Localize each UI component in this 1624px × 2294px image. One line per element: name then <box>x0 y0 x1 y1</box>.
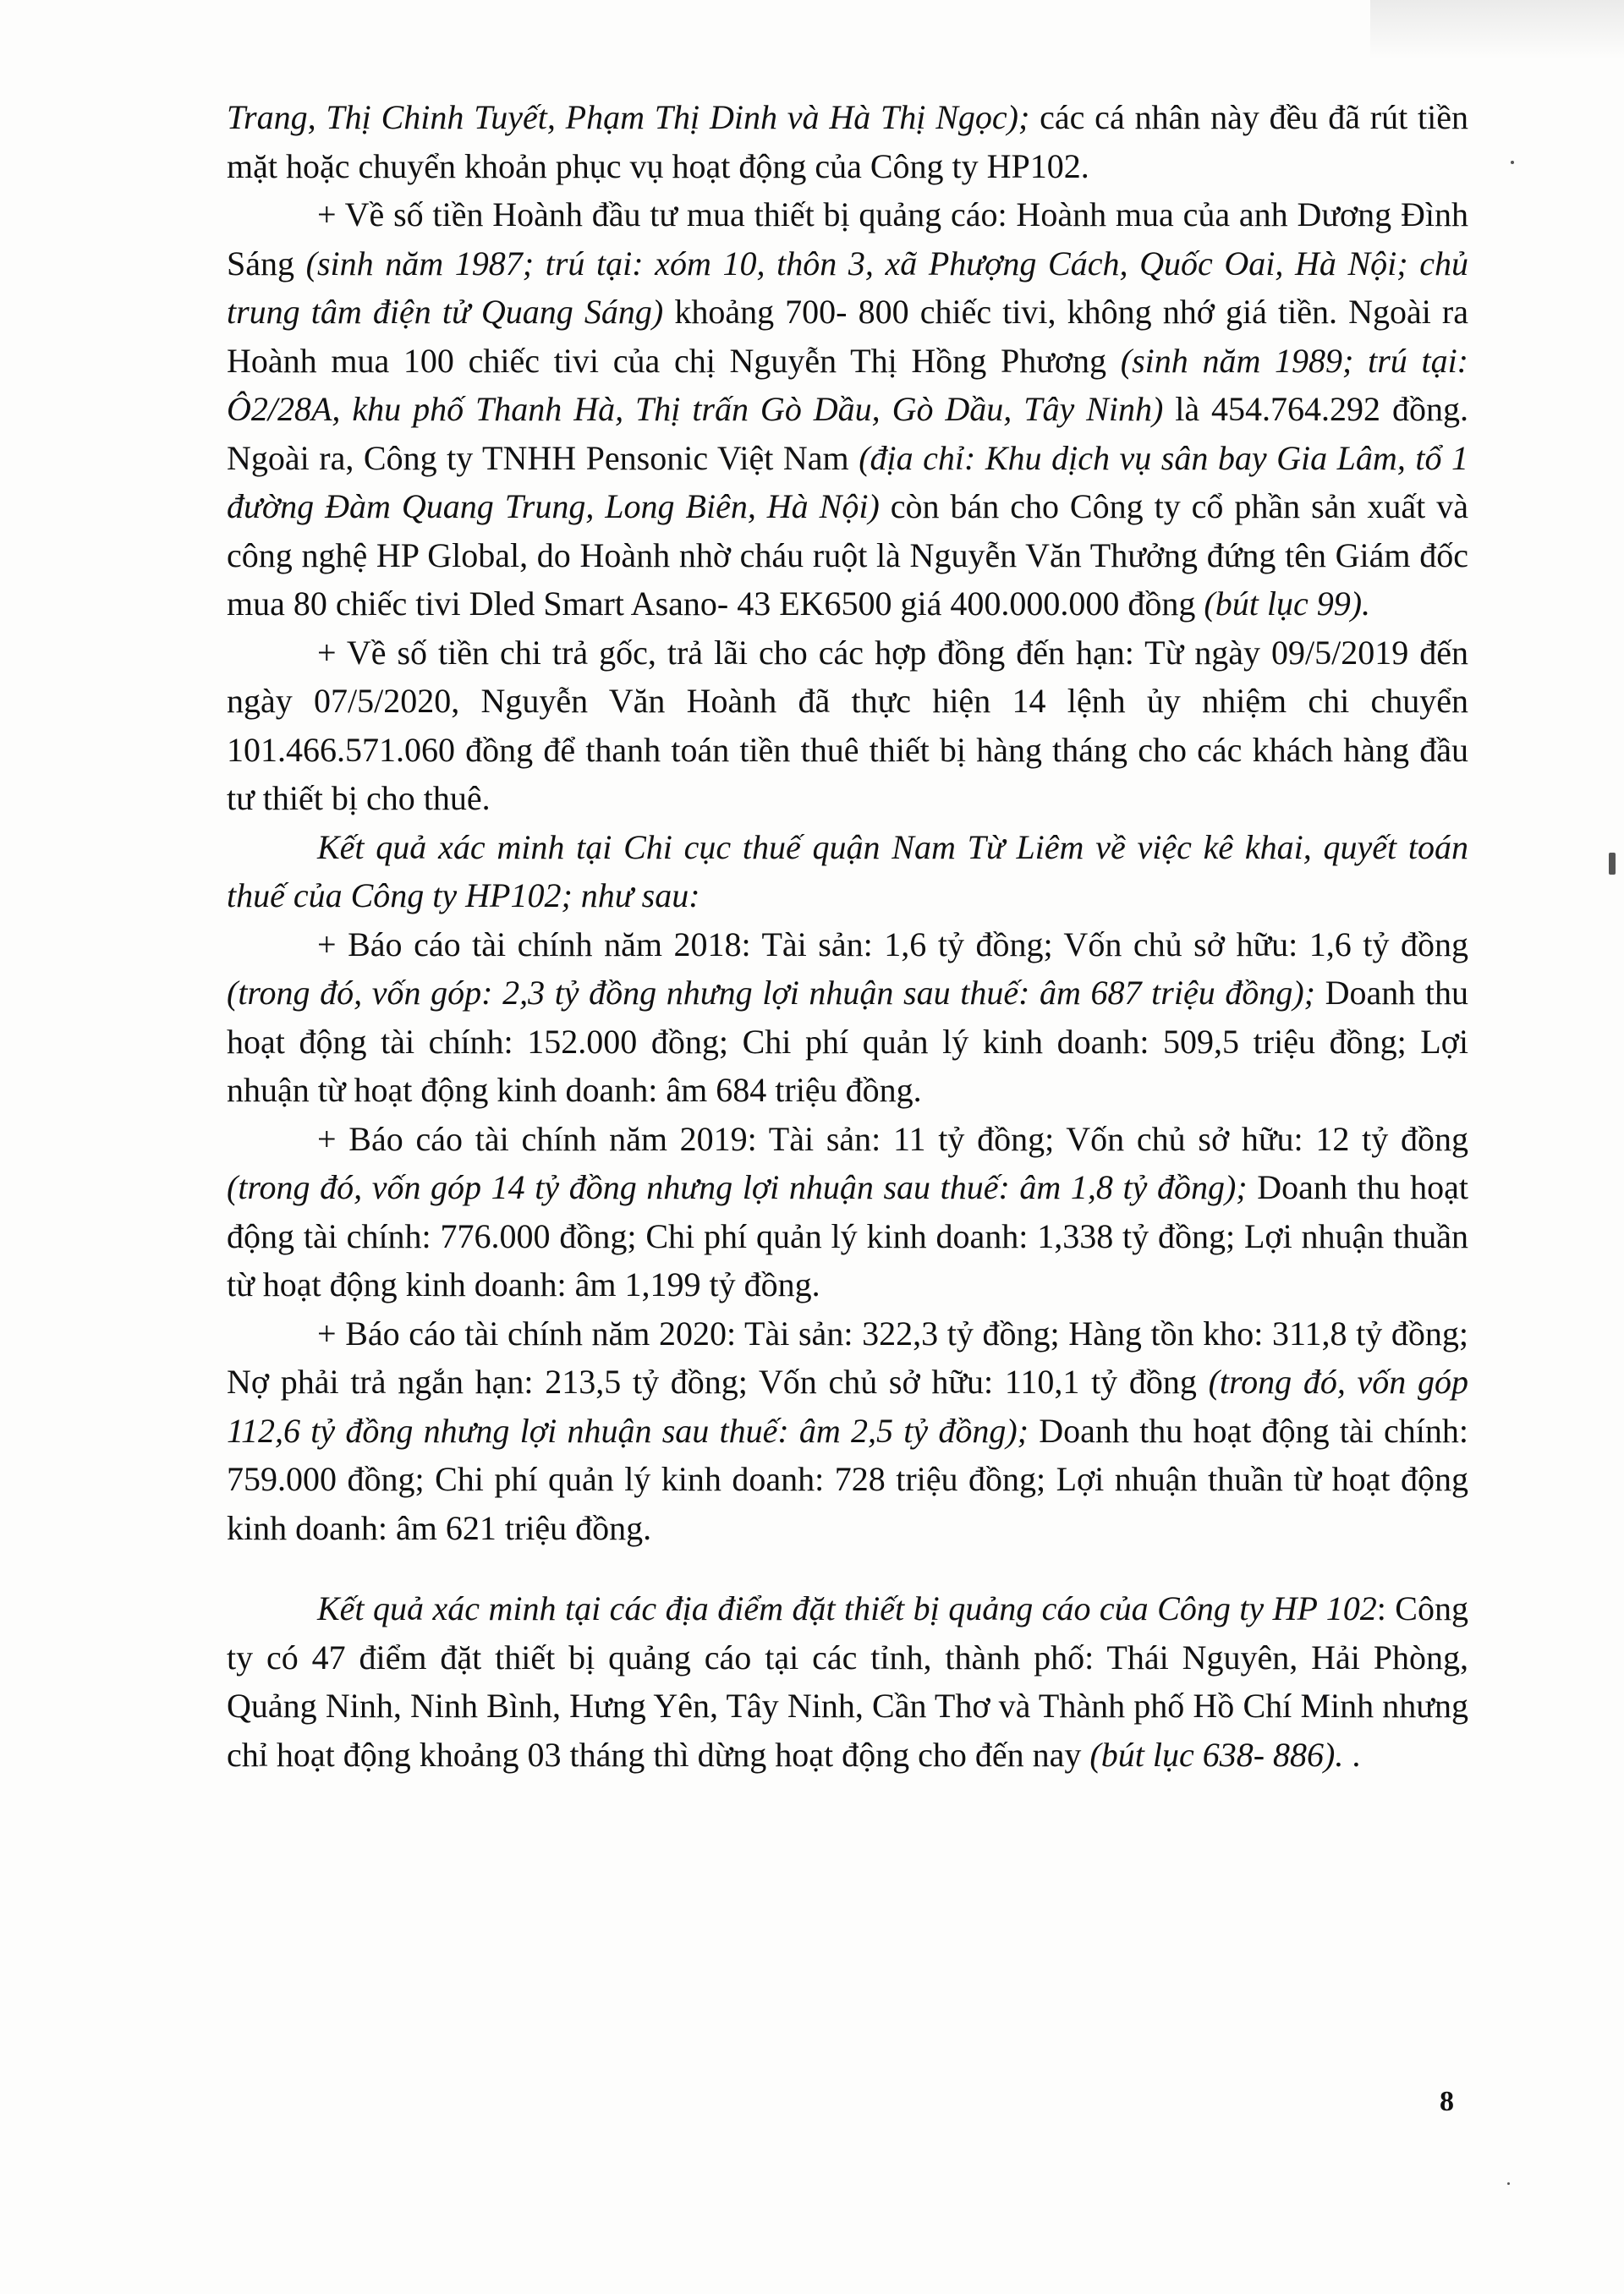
paragraph-location-verification <box>227 1584 1468 1779</box>
paragraph-text: còn bán cho Công ty cổ phần sản xuất và công nghệ HP Global, do Hoành nhờ cháu ruột là Nguyễn Văn Thưởng đứng tên Giám đốc mua 80 chiếc tivi Dled Smart Asano- 43 EK6500 giá 400.000.000 đồng <box>227 487 1468 623</box>
paragraph-text: Doanh thu hoạt động tài chính: 152.000 đồng; Chi phí quản lý kinh doanh: 509,5 triệu đồng; Lợi nhuận từ hoạt động kinh doanh: âm 684 triệu đồng. <box>227 974 1468 1109</box>
paragraph-text: khoảng 700- 800 chiếc tivi, không nhớ giá tiền. Ngoài ra Hoành mua 100 chiếc tivi của chị Nguyễn Thị Hồng Phương <box>227 293 1468 380</box>
paragraph-text: . <box>1343 1735 1361 1774</box>
italic-citation: (bút lục 99). <box>1204 584 1371 623</box>
scan-speck <box>1609 853 1616 875</box>
italic-note: (sinh năm 1989; trú tại: Ô2/28A, khu phố Thanh Hà, Thị trấn Gò Dầu, Gò Dầu, Tây Ninh) <box>227 341 1469 428</box>
paragraph-text: + Về số tiền Hoành đầu tư mua thiết bị quảng cáo: Hoành mua của anh Dương Đình Sáng <box>227 195 1468 283</box>
paragraph-text: + Báo cáo tài chính năm 2020: Tài sản: 322,3 tỷ đồng; Hàng tồn kho: 311,8 tỷ đồng; Nợ phải trả ngắn hạn: 213,5 tỷ đồng; Vốn chủ sở hữu: 110,1 tỷ đồng <box>227 1314 1468 1401</box>
scan-speck <box>1507 2182 1510 2185</box>
italic-note: (địa chỉ: Khu dịch vụ sân bay Gia Lâm, tổ 1 đường Đàm Quang Trung, Long Biên, Hà Nội) <box>227 438 1468 525</box>
scan-shadow <box>1370 0 1624 59</box>
scan-speck <box>1511 161 1514 164</box>
paragraph-text: + Báo cáo tài chính năm 2019: Tài sản: 11 tỷ đồng; Vốn chủ sở hữu: 12 tỷ đồng <box>317 1119 1468 1158</box>
paragraph-text: là 454.764.292 đồng. Ngoài ra, Công ty TNHH Pensonic Việt Nam <box>227 390 1468 477</box>
italic-note: (trong đó, vốn góp 112,6 tỷ đồng nhưng lợi nhuận sau thuế: âm 2,5 tỷ đồng); <box>227 1363 1468 1450</box>
italic-heading: Kết quả xác minh tại Chi cục thuế quận Nam Từ Liêm về việc kê khai, quyết toán thuế của Công ty HP102; như sau: <box>227 827 1468 914</box>
paragraph-tax-verification-heading <box>227 823 1468 920</box>
paragraph-text: Doanh thu hoạt động tài chính: 759.000 đồng; Chi phí quản lý kinh doanh: 728 triệu đồng; Lợi nhuận thuần từ hoạt động kinh doanh: âm 621 triệu đồng. <box>227 1411 1468 1547</box>
italic-note: (trong đó, vốn góp 14 tỷ đồng nhưng lợi nhuận sau thuế: âm 1,8 tỷ đồng); <box>227 1168 1248 1206</box>
italic-names: Trang, Thị Chinh Tuyết, Phạm Thị Dinh và Hà Thị Ngọc); <box>227 98 1030 136</box>
paragraph-text: + Về số tiền chi trả gốc, trả lãi cho các hợp đồng đến hạn: Từ ngày 09/5/2019 đến ngày 07/5/2020, Nguyễn Văn Hoành đã thực hiện 14 lệnh ủy nhiệm chi chuyển 101.466.571.060 đồng để thanh toán tiền thuê thiết bị hàng tháng cho các khách hàng đầu tư thiết bị cho thuê. <box>227 633 1468 817</box>
italic-note: (sinh năm 1987; trú tại: xóm 10, thôn 3, xã Phượng Cách, Quốc Oai, Hà Nội; chủ trung tâm điện tử Quang Sáng) <box>227 244 1468 331</box>
paragraph-report-2020 <box>227 1309 1468 1553</box>
paragraph-equipment-purchase <box>227 190 1468 628</box>
paragraph-text: các cá nhân này đều đã rút tiền mặt hoặc chuyển khoản phục vụ hoạt động của Công ty HP102. <box>227 98 1468 185</box>
paragraph-text: : Công ty có 47 điểm đặt thiết bị quảng cáo tại các tỉnh, thành phố: Thái Nguyên, Hải Phòng, Quảng Ninh, Ninh Bình, Hưng Yên, Tây Ninh, Cần Thơ và Thành phố Hồ Chí Minh nhưng chỉ hoạt động khoảng 03 tháng thì dừng hoạt động cho đến nay <box>227 1589 1468 1774</box>
italic-note: (trong đó, vốn góp: 2,3 tỷ đồng nhưng lợi nhuận sau thuế: âm 687 triệu đồng); <box>227 974 1315 1012</box>
paragraph-witness-list <box>227 93 1468 190</box>
italic-citation: (bút lục 638- 886). <box>1089 1735 1344 1774</box>
page-number: 8 <box>1440 2086 1454 2117</box>
paragraph-principal-interest <box>227 628 1468 823</box>
paragraph-text: + Báo cáo tài chính năm 2018: Tài sản: 1,6 tỷ đồng; Vốn chủ sở hữu: 1,6 tỷ đồng <box>317 925 1468 963</box>
paragraph-text: Doanh thu hoạt động tài chính: 776.000 đồng; Chi phí quản lý kinh doanh: 1,338 tỷ đồng; Lợi nhuận thuần từ hoạt động kinh doanh: âm 1,199 tỷ đồng. <box>227 1168 1468 1303</box>
document-body <box>227 93 1468 1779</box>
paragraph-report-2018 <box>227 920 1468 1115</box>
italic-heading: Kết quả xác minh tại các địa điểm đặt thiết bị quảng cáo của Công ty HP 102 <box>317 1589 1377 1627</box>
paragraph-report-2019 <box>227 1115 1468 1309</box>
